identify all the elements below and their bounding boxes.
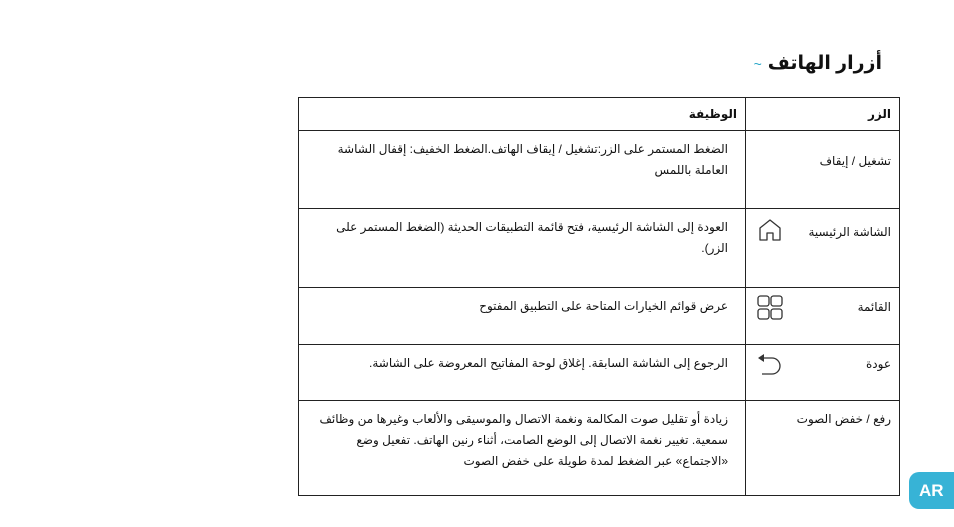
heading-marker: ~	[753, 55, 762, 72]
home-icon	[756, 216, 784, 244]
button-name: تشغيل / إيقاف	[819, 154, 891, 168]
function-cell: الضغط المستمر على الزر:تشغيل / إيقاف الهاتف.الضغط الخفيف: إقفال الشاشة العاملة باللمس	[299, 131, 746, 209]
phone-buttons-table	[298, 97, 900, 496]
function-cell: العودة إلى الشاشة الرئيسية، فتح قائمة التطبيقات الحديثة (الضغط المستمر على الزر).	[299, 209, 746, 288]
table-row	[299, 209, 900, 288]
button-name: القائمة	[857, 300, 891, 314]
button-cell	[746, 209, 900, 288]
back-arrow-icon	[756, 350, 784, 378]
table-row	[299, 401, 900, 496]
button-name: رفع / خفض الصوت	[796, 412, 891, 426]
page-heading	[752, 52, 882, 75]
table-header-row	[299, 98, 900, 131]
button-name: الشاشة الرئيسية	[808, 225, 891, 239]
menu-grid-icon	[756, 294, 784, 322]
button-cell	[746, 401, 900, 496]
button-cell	[746, 345, 900, 401]
button-cell	[746, 131, 900, 209]
button-cell	[746, 288, 900, 345]
function-cell: عرض قوائم الخيارات المتاحة على التطبيق المفتوح	[299, 288, 746, 345]
table-row	[299, 345, 900, 401]
function-cell: الرجوع إلى الشاشة السابقة. إغلاق لوحة المفاتيح المعروضة على الشاشة.	[299, 345, 746, 401]
button-name: عودة	[866, 357, 891, 371]
table-row	[299, 131, 900, 209]
language-badge: AR	[909, 472, 954, 509]
header-button: الزر	[746, 98, 900, 131]
header-function: الوظيفة	[299, 98, 746, 131]
page-title: أزرار الهاتف	[767, 53, 882, 74]
function-cell: زيادة أو تقليل صوت المكالمة ونغمة الاتصال والموسيقى والألعاب وغيرها من وظائف سمعية. تغيير نغمة الاتصال إلى الوضع الصامت، أثناء رنين الهاتف. تفعيل وضع «الاجتماع» عبر الضغط لمدة طويلة على خفض الصوت	[299, 401, 746, 496]
table-row	[299, 288, 900, 345]
